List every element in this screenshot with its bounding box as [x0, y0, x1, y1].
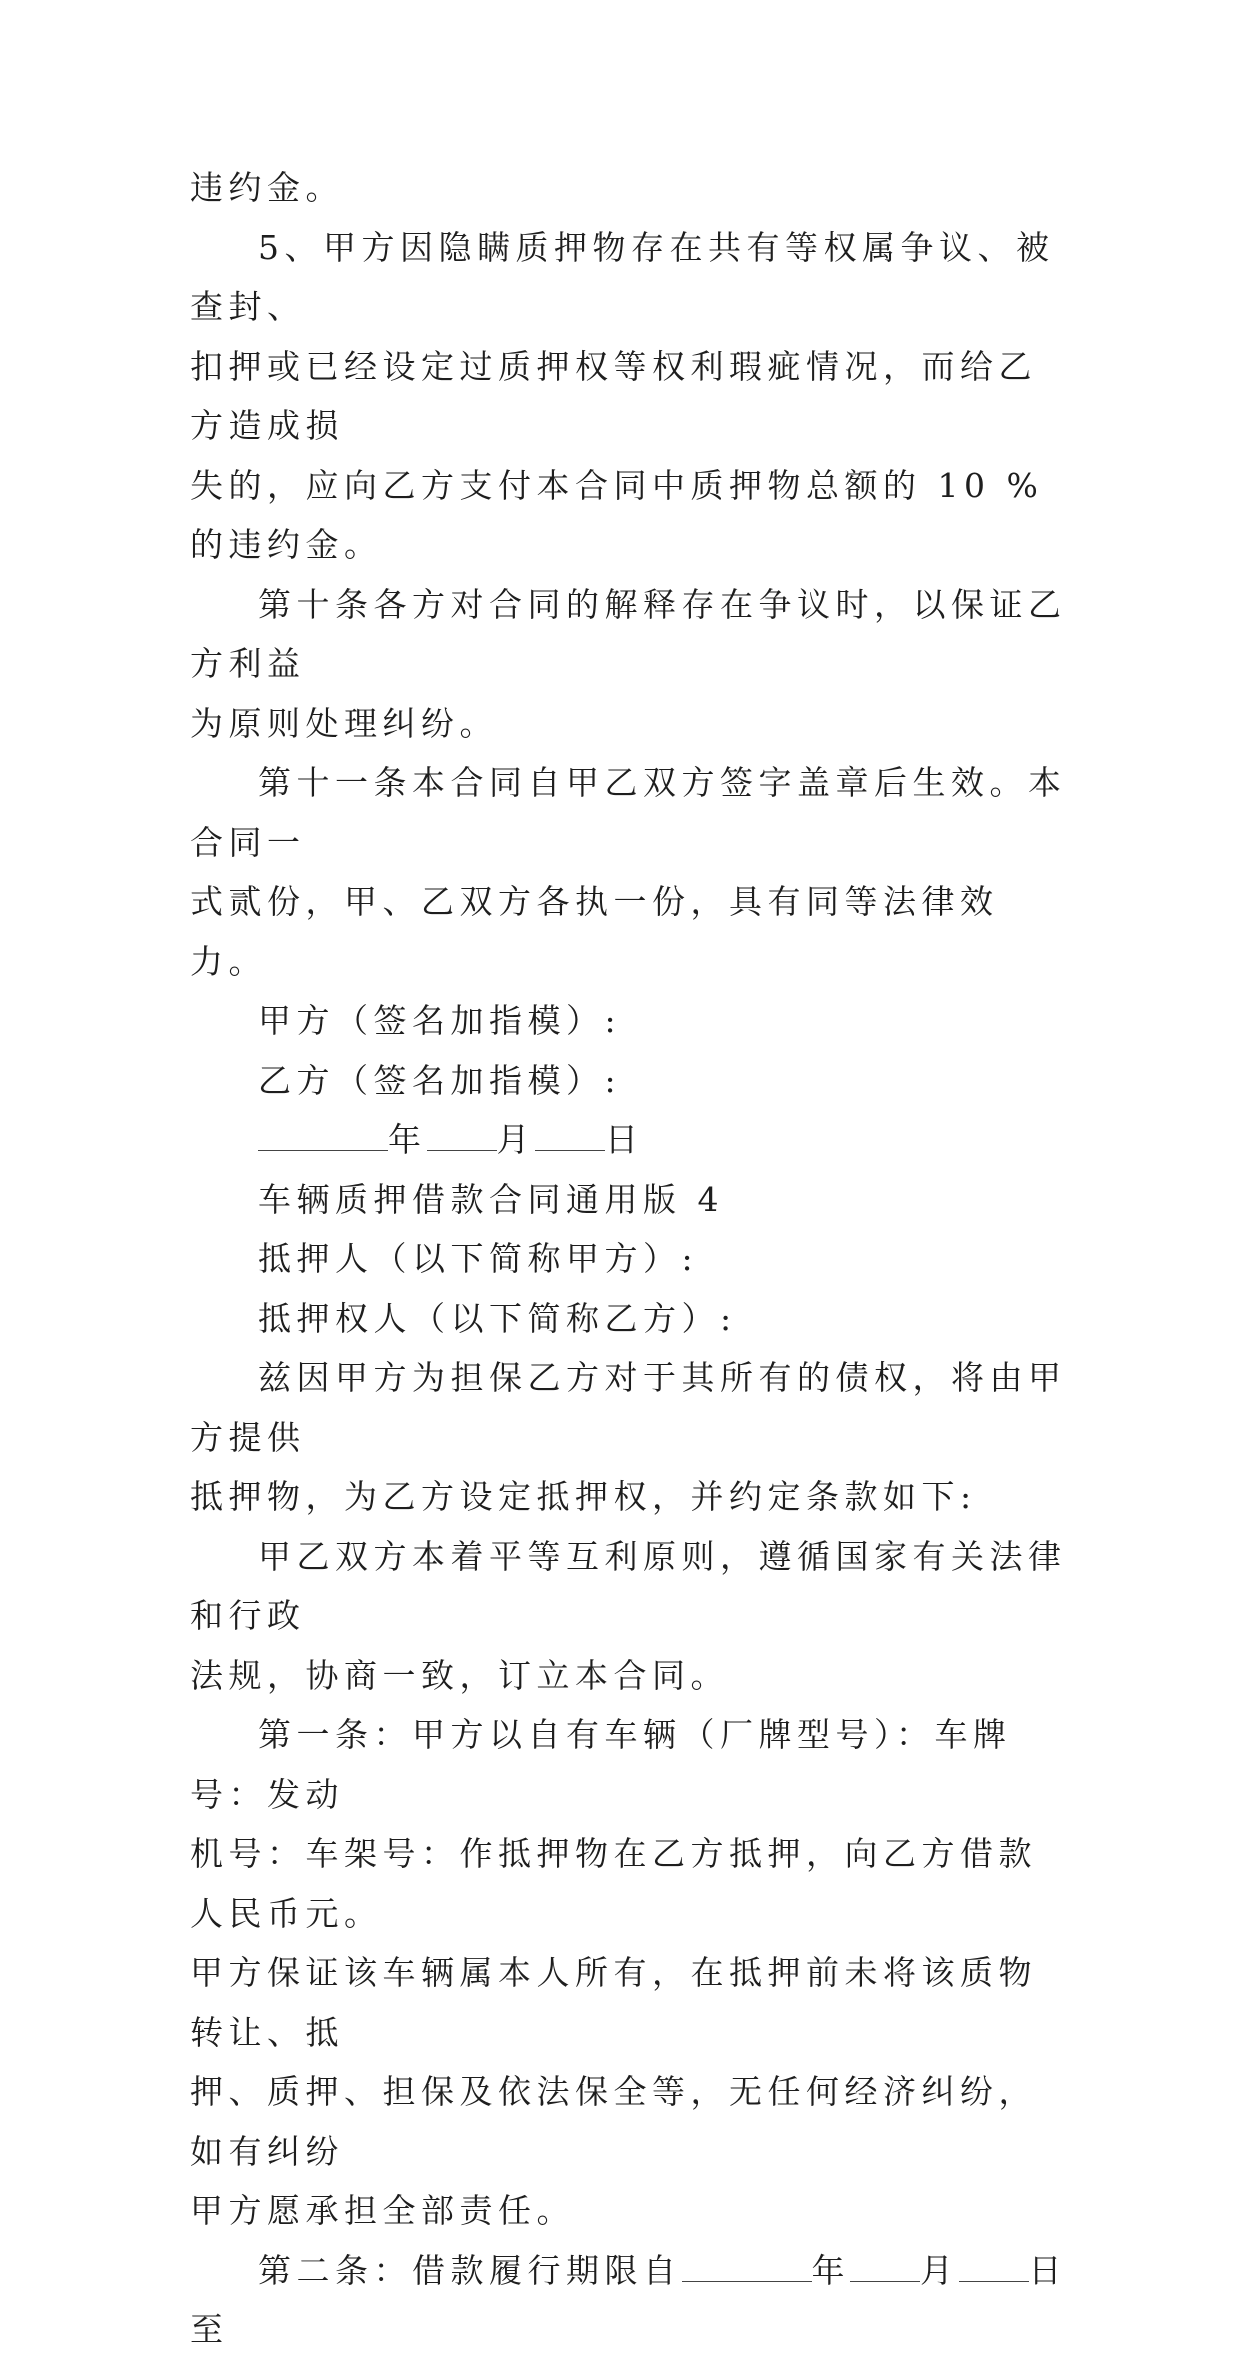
principle-line: 甲乙双方本着平等互利原则，遵循国家有关法律和行政 [190, 1536, 1067, 1635]
text-line: 违约金。 [190, 168, 344, 207]
date-line [190, 1110, 1070, 1170]
clause-5-line: 5、甲方因隐瞒质押物存在共有等权属争议、被查封、 [190, 227, 1055, 326]
text-line: 甲方保证该车辆属本人所有，在抵押前未将该质物转让、抵 [190, 1953, 1037, 2052]
month-blank [427, 1120, 497, 1151]
text-line: 扣押或已经设定过质押权等权利瑕疵情况，而给乙方造成损 [190, 346, 1037, 445]
year-label: 年 [388, 1120, 427, 1159]
year-blank [682, 2251, 812, 2282]
mortgagor-line: 抵押人（以下简称甲方）: [258, 1239, 699, 1278]
article-1-line: 第一条：甲方以自有车辆（厂牌型号）：车牌号：发动 [190, 1715, 1012, 1814]
day-blank [535, 1120, 605, 1151]
section-title: 车辆质押借款合同通用版 4 [258, 1179, 724, 1219]
article-2-suffix: 日至 [190, 2250, 1067, 2349]
party-b-signature-line: 乙方（签名加指模）: [258, 1060, 622, 1100]
article-11-line: 第十一条本合同自甲乙双方签字盖章后生效。本合同一 [190, 763, 1067, 862]
text-line: 抵押物，为乙方设定抵押权，并约定条款如下: [190, 1477, 977, 1516]
article-10-line: 第十条各方对合同的解释存在争议时，以保证乙方利益 [190, 584, 1067, 683]
text-line: 为原则处理纠纷。 [190, 703, 498, 743]
article-2-prefix: 第二条：借款履行期限自 [258, 2250, 682, 2290]
month-blank [850, 2251, 920, 2282]
month-label: 月 [496, 1120, 535, 1159]
year-label: 年 [811, 2250, 850, 2290]
text-line: 法规，协商一致，订立本合同。 [190, 1655, 729, 1695]
text-line: 失的，应向乙方支付本合同中质押物总额的 10 %的违约金。 [190, 465, 1044, 564]
text-line: 押、质押、担保及依法保全等，无任何经济纠纷，如有纠纷 [190, 2072, 1037, 2171]
month-label: 月 [920, 2250, 959, 2290]
day-label: 日 [605, 1120, 644, 1159]
text-line: 式贰份，甲、乙双方各执一份，具有同等法律效力。 [190, 882, 999, 981]
text-line: 机号：车架号：作抵押物在乙方抵押，向乙方借款人民币元。 [190, 1834, 1037, 1933]
article-2-line [190, 2241, 1070, 2360]
party-a-signature-line: 甲方（签名加指模）: [258, 1001, 622, 1040]
text-line: 甲方愿承担全部责任。 [190, 2191, 575, 2230]
day-blank [959, 2251, 1029, 2282]
mortgagee-line: 抵押权人（以下简称乙方）: [258, 1298, 737, 1338]
year-blank [258, 1120, 388, 1151]
preamble-line: 兹因甲方为担保乙方对于其所有的债权，将由甲方提供 [190, 1358, 1067, 1457]
contract-text [190, 158, 1070, 2360]
